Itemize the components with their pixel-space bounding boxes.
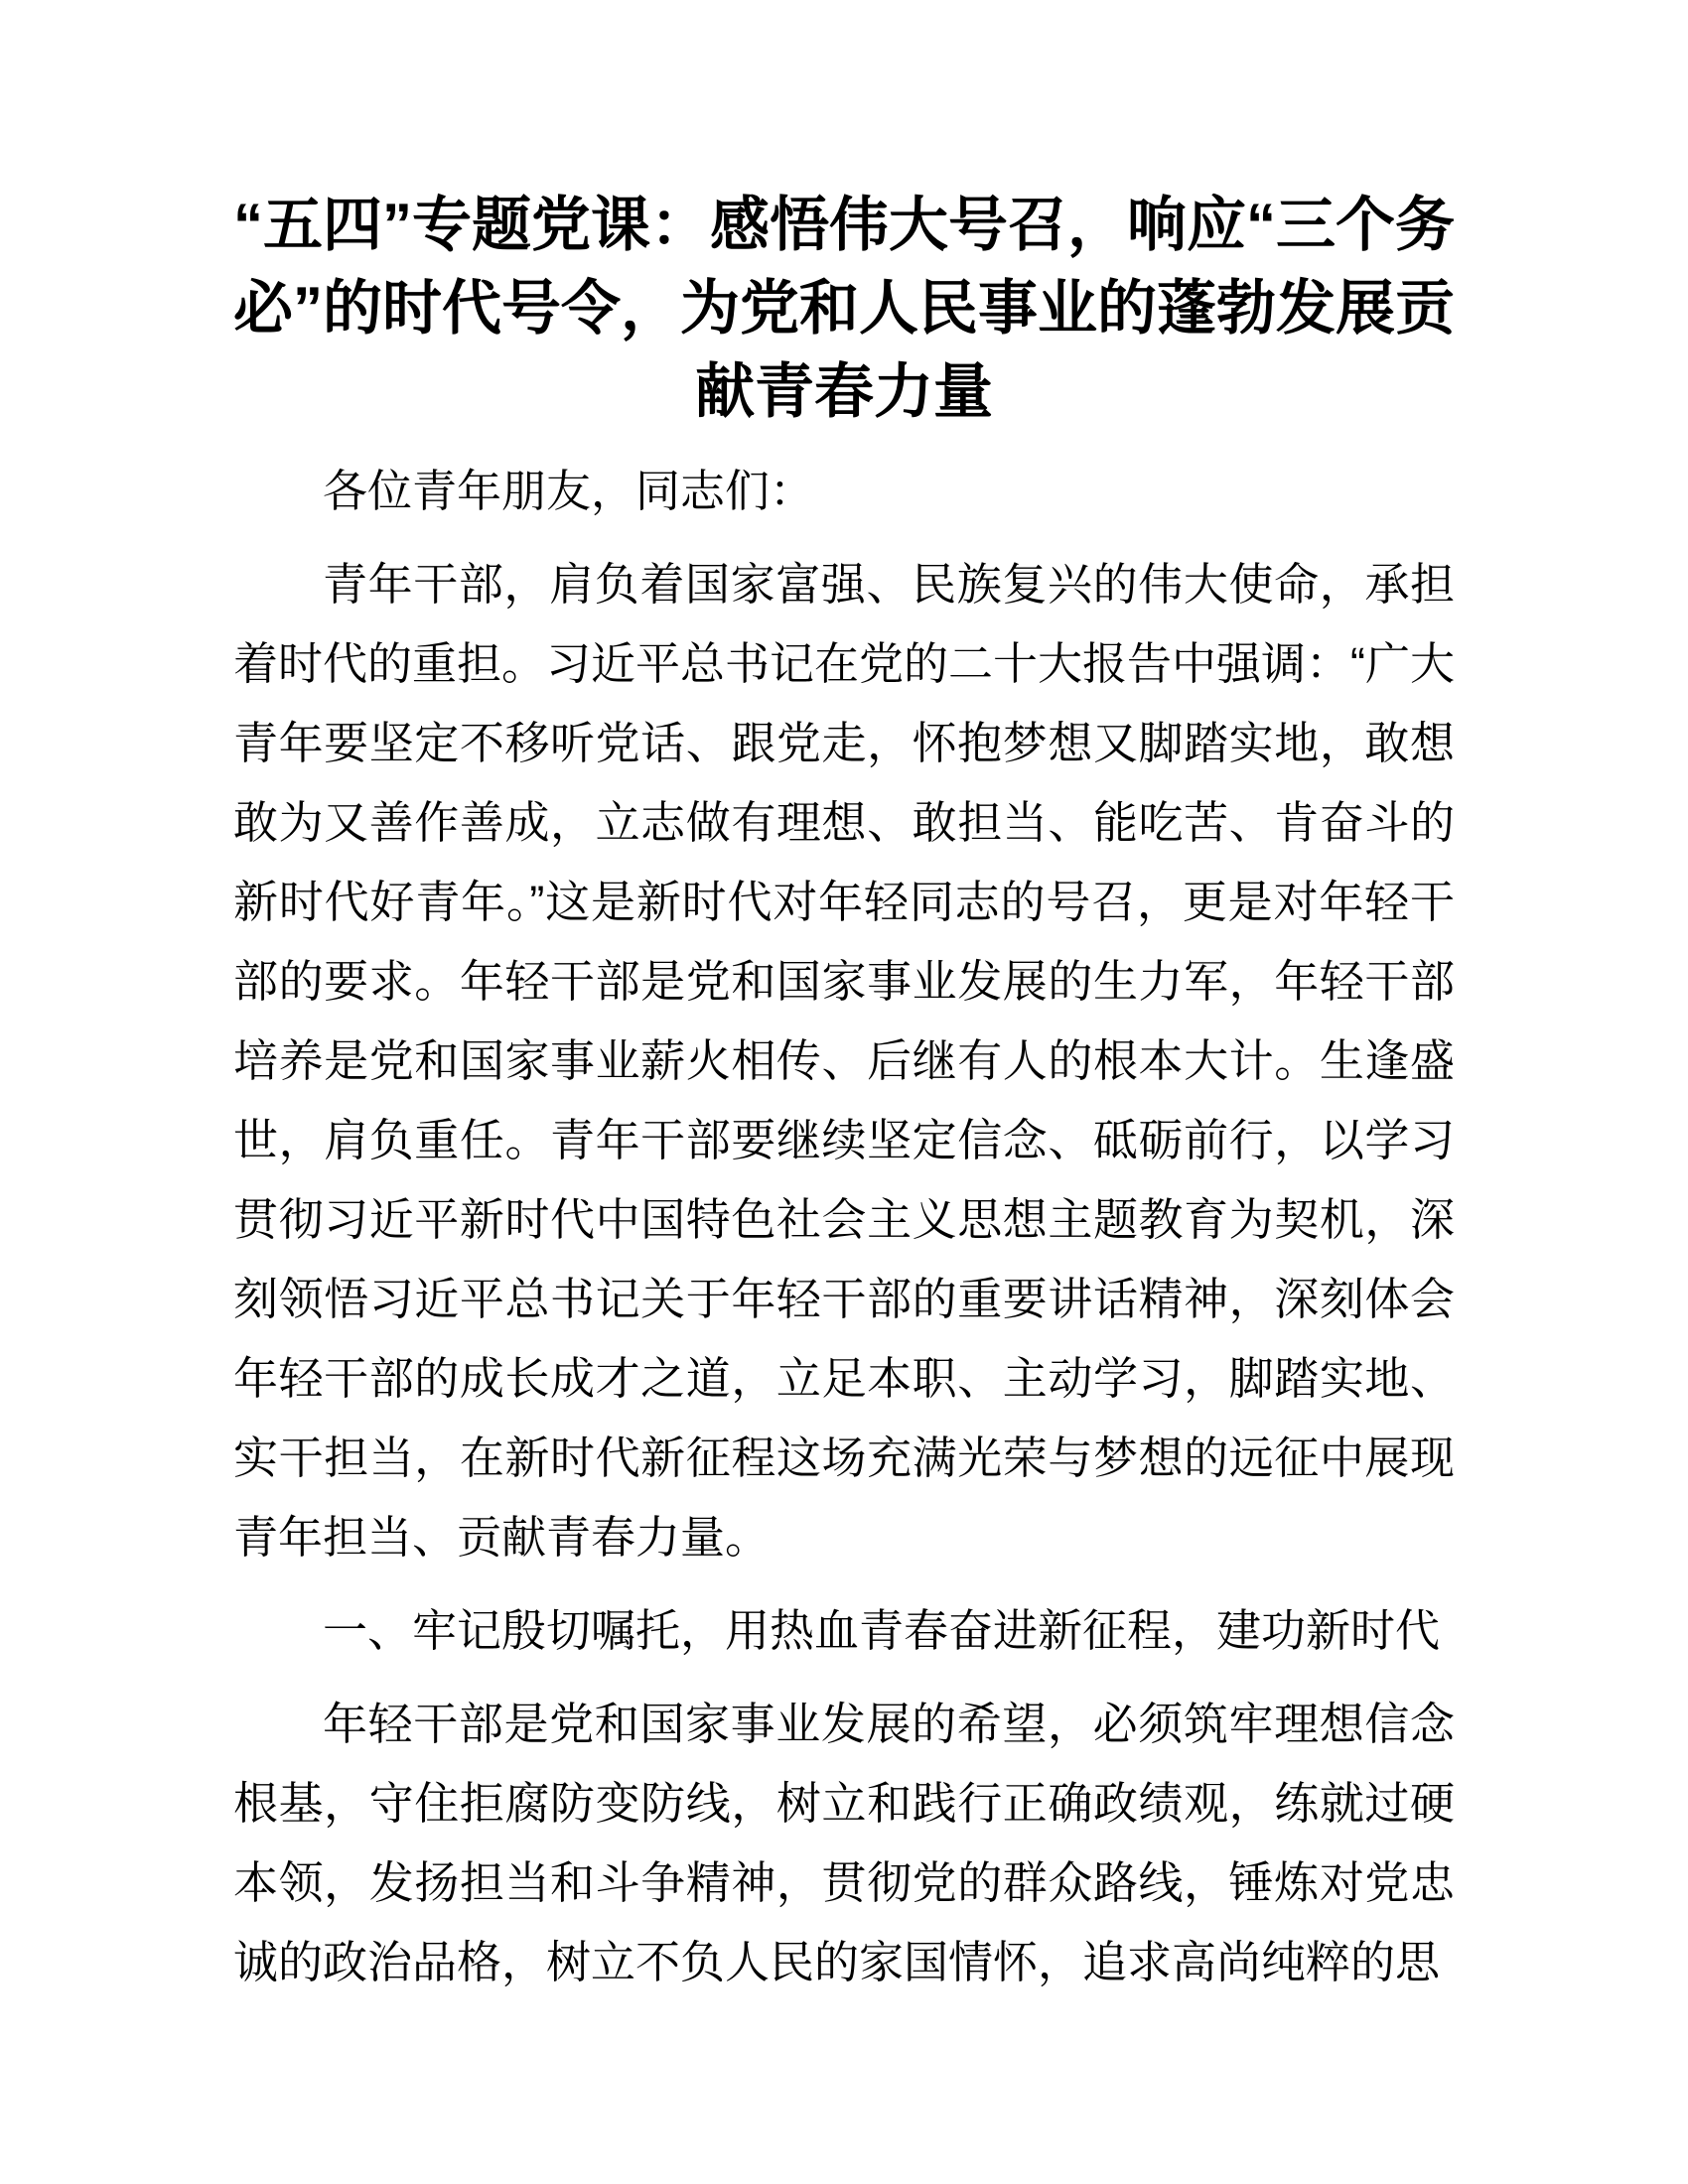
body-paragraph: 年轻干部是党和国家事业发展的希望，必须筑牢理想信念根基，守住拒腐防变防线，树立和践行正确政绩观，练就过硬本领，发扬担当和斗争精神，贯彻党的群众路线，锤炼对党忠诚的政治品格，树立不负人民的家国情怀，追求高尚纯粹的思 — [233, 1699, 1455, 1987]
salutation-paragraph: 各位青年朋友，同志们： — [323, 466, 815, 516]
document-title: “五四”专题党课：感悟伟大号召，响应“三个务必”的时代号令，为党和人民事业的蓬勃发展贡献青春力量 — [233, 192, 1455, 425]
body-paragraph: 青年干部，肩负着国家富强、民族复兴的伟大使命，承担着时代的重担。习近平总书记在党的二十大报告中强调：“广大青年要坚定不移听党话、跟党走，怀抱梦想又脚踏实地，敢想敢为又善作善成，立志做有理想、敢担当、能吃苦、肯奋斗的新时代好青年。”这是新时代对年轻同志的号召，更是对年轻干部的要求。年轻干部是党和国家事业发展的生力军，年轻干部培养是党和国家事业薪火相传、后继有人的根本大计。生逢盛世，肩负重任。青年干部要继续坚定信念、砥砺前行，以学习贯彻习近平新时代中国特色社会主义思想主题教育为契机，深刻领悟习近平总书记关于年轻干部的重要讲话精神，深刻体会年轻干部的成长成才之道，立足本职、主动学习，脚踏实地、实干担当，在新时代新征程这场充满光荣与梦想的远征中展现青年担当、贡献青春力量。 — [233, 559, 1455, 1563]
section-heading: 一、牢记殷切嘱托，用热血青春奋进新征程，建功新时代 — [323, 1605, 1441, 1656]
